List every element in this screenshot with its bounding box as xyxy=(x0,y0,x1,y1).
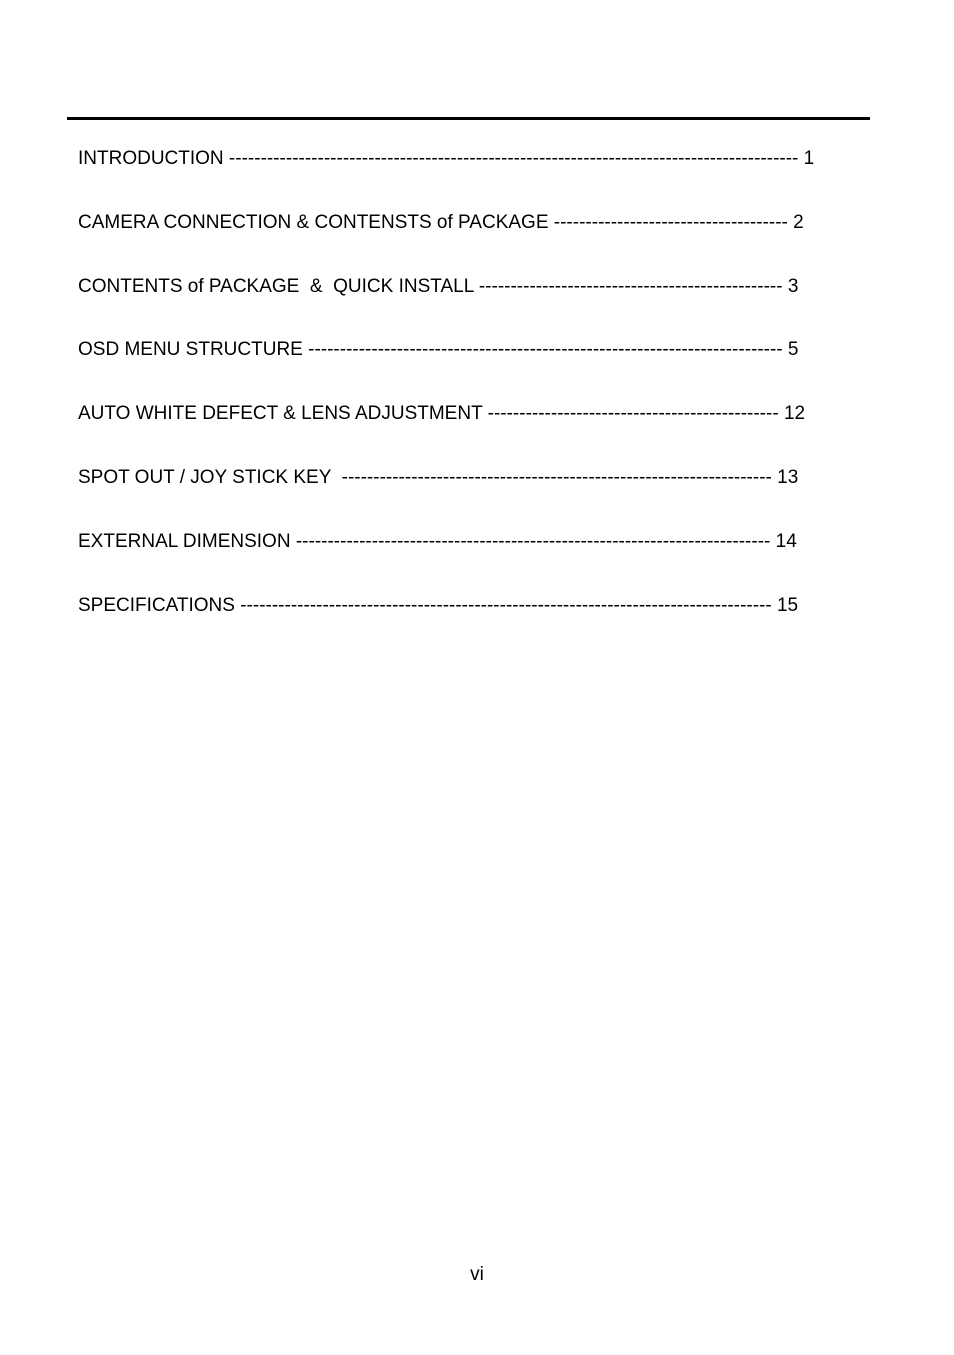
toc-entry-osd-menu-structure[interactable]: OSD MENU STRUCTURE --------------------------------------------------------------------------- 5 xyxy=(78,339,799,361)
toc-entry-contents-quick-install[interactable]: CONTENTS of PACKAGE & QUICK INSTALL ------------------------------------------------ 3 xyxy=(78,275,799,297)
toc-entry-camera-connection[interactable]: CAMERA CONNECTION & CONTENSTS of PACKAGE ------------------------------------- 2 xyxy=(78,211,804,233)
toc-entry-introduction[interactable]: INTRODUCTION ------------------------------------------------------------------------------------------ 1 xyxy=(78,148,815,169)
top-divider-rule xyxy=(67,117,870,120)
toc-entry-spot-out-joystick[interactable]: SPOT OUT / JOY STICK KEY -------------------------------------------------------------------- 13 xyxy=(78,466,799,488)
table-of-contents xyxy=(78,147,878,657)
toc-entry-auto-white-defect[interactable]: AUTO WHITE DEFECT & LENS ADJUSTMENT ---------------------------------------------- 12 xyxy=(78,403,806,425)
page-number: vi xyxy=(470,1264,484,1285)
toc-entry-specifications[interactable]: SPECIFICATIONS ------------------------------------------------------------------------------------ 15 xyxy=(78,594,799,616)
toc-entry-external-dimension[interactable]: EXTERNAL DIMENSION --------------------------------------------------------------------------- 14 xyxy=(78,530,797,552)
